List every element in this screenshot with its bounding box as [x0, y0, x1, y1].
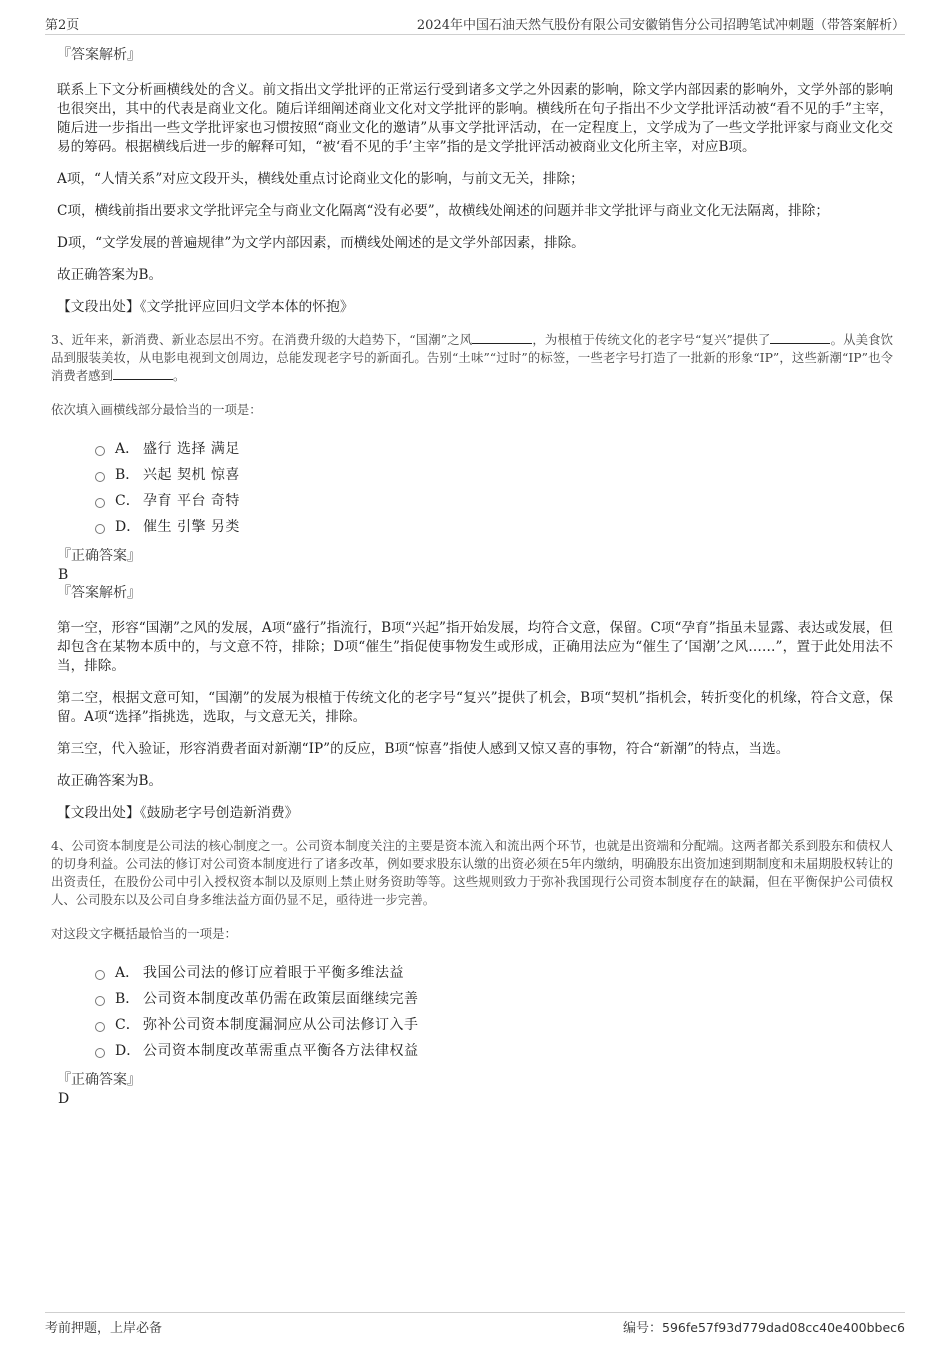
prev-analysis-paragraph: C项，横线前指出要求文学批评完全与商业文化隔离“没有必要”，故横线处阐述的问题并非文学批评与商业文化无法隔离，排除； [57, 203, 829, 219]
analysis-paragraph: 第一空，形容“国潮”之风的发展，A项“盛行”指流行，B项“兴起”指开始发展，均符合文意，保留。C项“孕育”指虽未显露、表达或发展，但却包含在某物本质中的，与文意不符，排除；D项“催生”指促使事物发生或形成，正确用法应为“催生了‘国潮’之风……”，置于此处用法不当，排除。 [57, 620, 893, 674]
option-text: 孕育 平台 奇特 [143, 493, 240, 509]
question-4-options [95, 959, 893, 1063]
option-letter: A． [115, 441, 140, 457]
question-3-text: 3、近年来，新消费、新业态层出不穷。在消费升级的大趋势下，“国潮”之风 [51, 332, 473, 347]
option-text: 公司资本制度改革需重点平衡各方法律权益 [143, 1043, 419, 1059]
code-label: 编号： [623, 1321, 663, 1336]
fill-blank [472, 331, 532, 344]
code-value: 596fe57f93d779dad08cc40e400bbec6 [662, 1320, 905, 1335]
document-body [51, 46, 894, 1108]
option-letter: D． [115, 1043, 141, 1059]
question-3-text: 。 [172, 368, 186, 383]
analysis-paragraph: 第二空，根据文意可知，“国潮”的发展为根植于传统文化的老字号“复兴”提供了机会，B项“契机”指机会，转折变化的机缘，符合文意，保留。A项“选择”指挑选，选取，与文意无关，排除。 [57, 690, 893, 725]
correct-answer: B [58, 567, 69, 583]
option-letter: D． [115, 519, 141, 535]
radio-button[interactable] [95, 1022, 105, 1032]
analysis-paragraph: 故正确答案为B。 [57, 773, 163, 789]
option-letter: B． [115, 991, 140, 1007]
correct-answer-label: 『正确答案』 [57, 1072, 141, 1088]
fill-blank [113, 367, 173, 380]
radio-button[interactable] [95, 472, 105, 482]
prev-analysis-paragraph: 联系上下文分析画横线处的含义。前文指出文学批评的正常运行受到诸多文学之外因素的影响，除文学内部因素的影响外，文学外部的影响也很突出，其中的代表是商业文化。随后详细阐述商业文化对文学批评的影响。横线所在句子指出不少文学批评活动被“看不见的手”主宰，随后进一步指出一些文学批评家也习惯按照“商业文化的邀请”从事文学批评活动，在一定程度上，文学成为了一些文学批评家与商业文化交易的筹码。根据横线后进一步的解释可知，“被‘看不见的手’主宰”指的是文学批评活动被商业文化所主宰，对应B项。 [57, 82, 893, 155]
correct-answer: D [58, 1091, 70, 1107]
radio-button[interactable] [95, 970, 105, 980]
option-c[interactable] [95, 487, 893, 513]
analysis-paragraph: 第三空，代入验证，形容消费者面对新潮“IP”的反应，B项“惊喜”指使人感到又惊又喜的事物，符合“新潮”的特点，当选。 [57, 741, 790, 757]
page-header [45, 14, 905, 35]
correct-answer-label: 『正确答案』 [57, 548, 141, 564]
analysis-label: 『答案解析』 [57, 585, 141, 601]
question-3-prompt: 依次填入画横线部分最恰当的一项是： [51, 402, 262, 417]
radio-button[interactable] [95, 996, 105, 1006]
question-3-text: ，为根植于传统文化的老字号“复兴”提供了 [532, 332, 771, 347]
option-letter: C． [115, 493, 140, 509]
question-3-text: 。从美食饮品到服装美妆，从电影电视到文创周边，总能发现老字号的新面孔。告别“土味”“过时”的标签，一些老字号打造了一批新的形象“IP”，这些新潮“IP”也令消费者感到 [51, 332, 894, 383]
document-code [623, 1317, 905, 1336]
option-a[interactable] [95, 435, 893, 461]
option-d[interactable] [95, 513, 893, 539]
radio-button[interactable] [95, 524, 105, 534]
option-letter: C． [115, 1017, 140, 1033]
question-4-prompt: 对这段文字概括最恰当的一项是： [51, 926, 237, 941]
prev-analysis-label: 『答案解析』 [57, 47, 141, 63]
question-3-options [95, 435, 893, 539]
option-c[interactable] [95, 1011, 893, 1037]
option-letter: B． [115, 467, 140, 483]
option-text: 兴起 契机 惊喜 [143, 467, 240, 483]
question-3-source: 【文段出处】《鼓励老字号创造新消费》 [57, 805, 299, 821]
page-footer [45, 1312, 905, 1337]
option-d[interactable] [95, 1037, 893, 1063]
radio-button[interactable] [95, 1048, 105, 1058]
document-title: 2024年中国石油天然气股份有限公司安徽销售分公司招聘笔试冲刺题（带答案解析） [416, 18, 905, 33]
radio-button[interactable] [95, 446, 105, 456]
prev-analysis-paragraph: D项，“文学发展的普遍规律”为文学内部因素，而横线处阐述的是文学外部因素，排除。 [57, 235, 585, 251]
prev-source: 【文段出处】《文学批评应回归文学本体的怀抱》 [57, 299, 354, 315]
option-a[interactable] [95, 959, 893, 985]
option-text: 弥补公司资本制度漏洞应从公司法修订入手 [143, 1017, 419, 1033]
option-text: 盛行 选择 满足 [143, 441, 240, 457]
question-4-stem: 4、公司资本制度是公司法的核心制度之一。公司资本制度关注的主要是资本流入和流出两个环节，也就是出资端和分配端。这两者都关系到股东和债权人的切身利益。公司法的修订对公司资本制度进行了诸多改革，例如要求股东认缴的出资必须在5年内缴纳，明确股东出资加速到期制度和未届期股权转让的出资责任，在股份公司中引入授权资本制以及原则上禁止财务资助等等。这些规则致力于弥补我国现行公司资本制度存在的缺漏，但在平衡保护公司债权人、公司股东以及公司自身多维法益方面仍显不足，亟待进一步完善。 [51, 838, 893, 907]
page-number: 第2页 [45, 18, 80, 33]
option-text: 我国公司法的修订应着眼于平衡多维法益 [143, 965, 404, 981]
option-text: 催生 引擎 另类 [143, 519, 240, 535]
question-3-stem [51, 331, 893, 385]
option-letter: A． [115, 965, 140, 981]
radio-button[interactable] [95, 498, 105, 508]
prev-analysis-paragraph: A项，“人情关系”对应文段开头，横线处重点讨论商业文化的影响，与前文无关，排除； [57, 171, 584, 187]
footer-slogan: 考前押题，上岸必备 [45, 1321, 163, 1336]
fill-blank [770, 331, 830, 344]
prev-analysis-paragraph: 故正确答案为B。 [57, 267, 163, 283]
option-b[interactable] [95, 461, 893, 487]
option-text: 公司资本制度改革仍需在政策层面继续完善 [143, 991, 419, 1007]
option-b[interactable] [95, 985, 893, 1011]
